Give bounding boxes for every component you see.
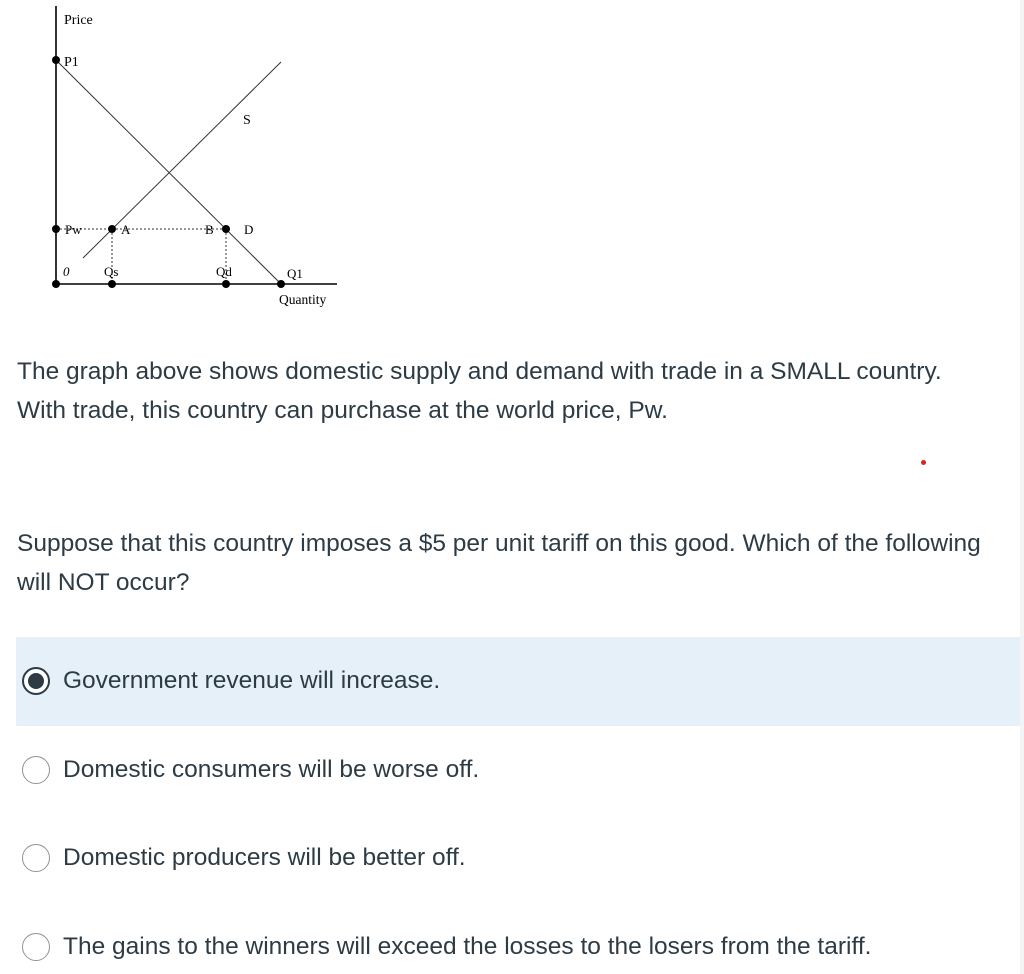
answer-list	[16, 637, 1024, 974]
qd-label: Qd	[216, 264, 232, 279]
question-prompt: Suppose that this country imposes a $5 per unit tariff on this good. Which of the following will NOT occur?	[17, 530, 981, 596]
radio-button[interactable]	[22, 844, 50, 872]
question-context: The graph above shows domestic supply and demand with trade in a SMALL country. With trade, this country can purchase at the world price, Pw.	[17, 358, 942, 424]
answer-label: Domestic producers will be better off.	[63, 844, 466, 872]
origin-point	[52, 280, 60, 288]
demand-label: D	[244, 222, 254, 237]
supply-label: S	[243, 113, 251, 128]
p1-label: P1	[64, 55, 79, 70]
q1-label: Q1	[287, 266, 303, 281]
price-axis-label: Price	[64, 13, 93, 28]
qs-label: Qs	[104, 264, 119, 279]
qd-point	[222, 280, 230, 288]
supply-demand-graph	[0, 0, 360, 320]
radio-selected-dot	[28, 673, 44, 689]
answer-option-3[interactable]	[16, 814, 1024, 903]
point-b-label: B	[205, 222, 214, 237]
point-a	[108, 225, 116, 233]
answer-label: Domestic consumers will be worse off.	[63, 755, 480, 783]
qs-point	[108, 280, 116, 288]
answer-label: The gains to the winners will exceed the losses to the losers from the tariff.	[63, 932, 872, 960]
radio-button[interactable]	[22, 933, 50, 961]
radio-button[interactable]	[22, 756, 50, 784]
page-scroll-edge	[1020, 0, 1024, 974]
quantity-axis-label: Quantity	[279, 292, 327, 307]
origin-label: 0	[63, 264, 70, 279]
answer-option-4[interactable]	[16, 903, 1024, 974]
q1-point	[277, 280, 285, 288]
answer-option-1[interactable]	[16, 637, 1024, 726]
pw-label: Pw	[65, 222, 82, 237]
p1-point	[52, 56, 60, 64]
demand-curve	[56, 60, 281, 284]
answer-option-2[interactable]	[16, 726, 1024, 815]
pw-point	[52, 225, 60, 233]
point-b	[222, 225, 230, 233]
point-a-label: A	[121, 222, 131, 237]
radio-button-selected[interactable]	[22, 667, 50, 695]
answer-label: Government revenue will increase.	[63, 667, 441, 695]
red-marker-dot	[921, 460, 926, 465]
